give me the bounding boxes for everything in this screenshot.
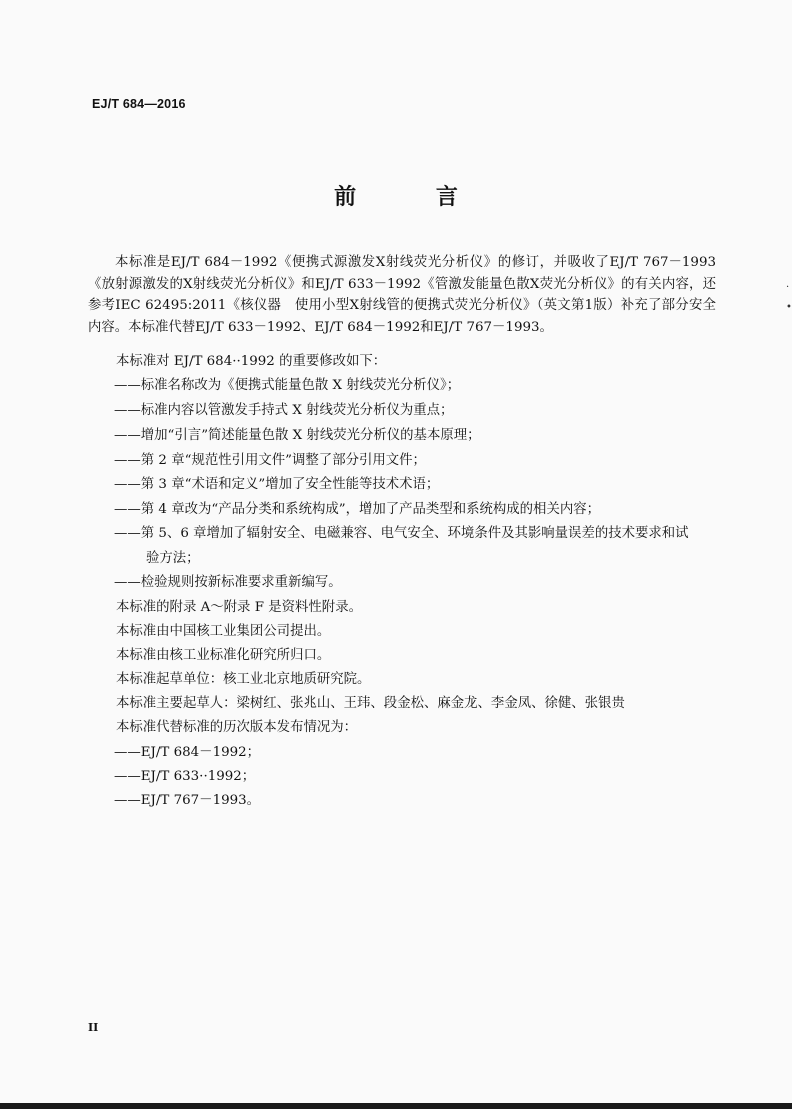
change-item-inspection-rules: ——检验规则按新标准要求重新编写。 bbox=[114, 575, 342, 590]
change-item-chapter-4: ——第 4 章改为“产品分类和系统构成”，增加了产品类型和系统构成的相关内容； bbox=[114, 502, 601, 517]
scan-border bbox=[0, 1103, 792, 1109]
statement-proposer: 本标准由中国核工业集团公司提出。 bbox=[116, 624, 331, 639]
change-item-scope: ——标准内容以管激发手持式 X 射线荧光分析仪为重点； bbox=[114, 403, 454, 418]
history-item: ——EJ/T 767－1993。 bbox=[114, 793, 261, 808]
change-item-chapter-5-6-continued: 验方法； bbox=[146, 551, 200, 566]
history-item: ——EJ/T 633··1992； bbox=[114, 769, 256, 784]
change-item-chapter-2: ——第 2 章“规范性引用文件”调整了部分引用文件； bbox=[114, 453, 426, 468]
change-item-chapter-3: ——第 3 章“术语和定义”增加了安全性能等技术术语； bbox=[114, 477, 440, 492]
statement-history-intro: 本标准代替标准的历次版本发布情况为： bbox=[116, 720, 358, 735]
statement-drafting-unit: 本标准起草单位：核工业北京地质研究院。 bbox=[116, 672, 371, 687]
changes-intro: 本标准对 EJ/T 684··1992 的重要修改如下： bbox=[116, 354, 387, 369]
standard-code-header: EJ/T 684—2016 bbox=[92, 97, 186, 111]
intro-paragraph: 本标准是EJ/T 684－1992《便携式源激发X射线荧光分析仪》的修订，并吸收了EJ/T 767－1993《放射源激发的X射线荧光分析仪》和EJ/T 633－1992《管激发能量色散X荧光分析仪》的有关内容，还参考IEC 62495:2011《核仪器 使用小型X射线管的便携式荧光分析仪》（英文第1版）补充了部分安全内容。本标准代替EJ/T 633－1992、EJ/T 684－1992和EJ/T 767－1993。 bbox=[88, 255, 716, 335]
page-title: 前 言 bbox=[334, 184, 494, 210]
scan-speck: · bbox=[786, 282, 790, 293]
change-item-chapter-5-6: ——第 5、6 章增加了辐射安全、电磁兼容、电气安全、环境条件及其影响量误差的技术要求和试 bbox=[114, 526, 689, 541]
statement-drafters: 本标准主要起草人：梁树红、张兆山、王玮、段金松、麻金龙、李金凤、徐健、张银贵 bbox=[116, 696, 625, 711]
statement-appendix: 本标准的附录 A～附录 F 是资料性附录。 bbox=[116, 600, 362, 615]
history-item: ——EJ/T 684－1992； bbox=[114, 745, 261, 760]
statement-administrator: 本标准由核工业标准化研究所归口。 bbox=[116, 648, 331, 663]
scan-speck: • bbox=[786, 302, 792, 313]
change-item-name: ——标准名称改为《便携式能量色散 X 射线荧光分析仪》； bbox=[114, 378, 461, 393]
change-item-introduction: ——增加“引言”简述能量色散 X 射线荧光分析仪的基本原理； bbox=[114, 428, 481, 443]
page-number: II bbox=[88, 1021, 99, 1034]
